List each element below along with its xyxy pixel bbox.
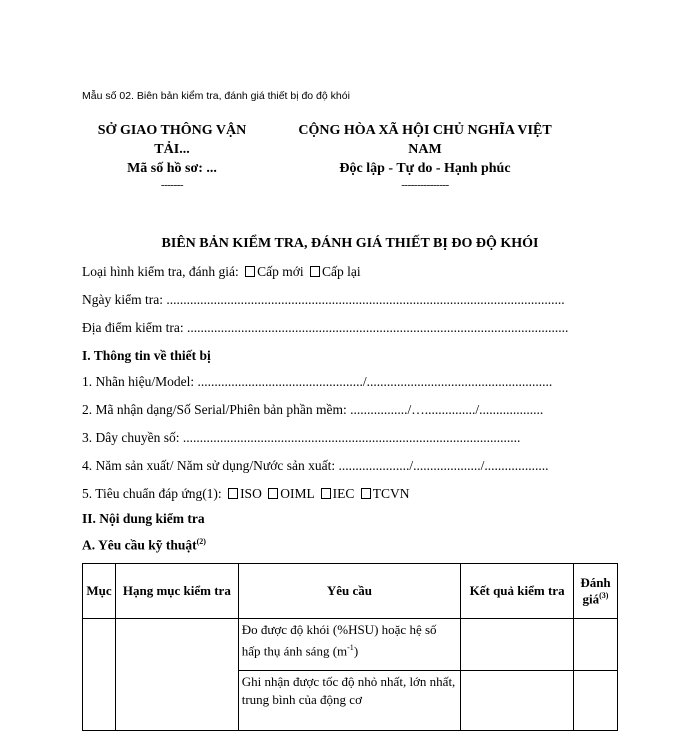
header-left-line1: SỞ GIAO THÔNG VẬN	[97, 123, 247, 138]
requirement-1-text: Đo được độ khói (%HSU) hoặc hệ số hấp thụ ánh sáng (m	[241, 622, 437, 659]
header-danh-gia	[573, 564, 617, 619]
document-title: BIÊN BẢN KIỂM TRA, ĐÁNH GIÁ THIẾT BỊ ĐO ĐỘ KHÓI	[161, 236, 539, 251]
table-header-row	[83, 564, 618, 619]
header-right-rule: ---------------	[401, 179, 449, 191]
option-iso-label: ISO	[240, 486, 262, 501]
header-muc: Mục	[83, 564, 116, 619]
date-line: Ngày kiểm tra: ......................................................................................................................	[82, 292, 565, 307]
technical-requirements-table	[82, 563, 618, 731]
header-left-line3: Mã số hồ sơ: ...	[127, 161, 217, 176]
item-5-label: 5. Tiêu chuẩn đáp ứng(1):	[82, 486, 222, 501]
requirement-1-end: )	[353, 643, 359, 659]
item-2-line: 2. Mã nhận dạng/Số Serial/Phiên bản phần mềm: ................./….............../...................	[82, 402, 544, 417]
checkbox-renew[interactable]	[310, 266, 320, 277]
header-right-line2: NAM	[408, 142, 442, 157]
item-4-line: 4. Năm sản xuất/ Năm sử dụng/Nước sản xuất: ...................../..................../...................	[82, 458, 549, 473]
checkbox-new[interactable]	[245, 266, 255, 277]
section-a-label: A. Yêu cầu kỹ thuật	[82, 537, 197, 553]
section-2-heading: II. Nội dung kiểm tra	[82, 511, 205, 526]
header-left-block	[82, 121, 262, 192]
cell-evaluation-2[interactable]	[573, 671, 617, 731]
table-row	[83, 619, 618, 671]
header-left-line2: TẢI...	[154, 142, 190, 157]
cell-muc[interactable]	[83, 619, 116, 731]
header-right-line3: Độc lập - Tự do - Hạnh phúc	[339, 161, 511, 176]
item-5-line	[82, 486, 409, 502]
option-iec-label: IEC	[332, 486, 355, 501]
checkbox-tcvn[interactable]	[361, 488, 371, 499]
header-danh-gia-label: Đánh giá	[580, 574, 611, 607]
option-oiml-label: OIML	[280, 486, 315, 501]
section-a-heading	[82, 537, 206, 554]
header-yeu-cau: Yêu cầu	[238, 564, 461, 619]
cell-requirement-2: Ghi nhận được tốc độ nhỏ nhất, lớn nhất, trung bình của động cơ	[238, 671, 461, 731]
item-3-line: 3. Dây chuyền số: ....................................................................................................	[82, 430, 521, 445]
place-line: Địa điểm kiểm tra: .................................................................................................................	[82, 320, 569, 335]
header-right-block	[280, 121, 570, 192]
option-new-label: Cấp mới	[257, 264, 304, 279]
header-ket-qua: Kết quả kiểm tra	[461, 564, 574, 619]
item-1-line: 1. Nhãn hiệu/Model: ................................................./.......................................................	[82, 374, 553, 389]
checkbox-iec[interactable]	[321, 488, 331, 499]
option-renew-label: Cấp lại	[321, 264, 361, 279]
checkbox-oiml[interactable]	[268, 488, 278, 499]
cell-result-2[interactable]	[461, 671, 574, 731]
cell-hang-muc[interactable]	[115, 619, 238, 731]
cell-evaluation-1[interactable]	[573, 619, 617, 671]
inspection-type-line	[82, 264, 361, 280]
section-1-heading: I. Thông tin về thiết bị	[82, 348, 211, 363]
header-danh-gia-note: (3)	[599, 590, 609, 600]
section-a-note: (2)	[196, 537, 206, 546]
header-right-line1: CỘNG HÒA XÃ HỘI CHỦ NGHĨA VIỆT	[298, 123, 552, 138]
header-left-rule: -------	[160, 179, 184, 191]
option-tcvn-label: TCVN	[372, 486, 410, 501]
form-id: Mẫu số 02. Biên bản kiểm tra, đánh giá thiết bị đo độ khói	[82, 90, 350, 102]
cell-requirement-1	[238, 619, 461, 671]
inspection-type-label: Loại hình kiểm tra, đánh giá:	[82, 264, 239, 279]
requirement-1-sup: -1	[347, 643, 354, 652]
header-hang-muc: Hạng mục kiểm tra	[115, 564, 238, 619]
checkbox-iso[interactable]	[228, 488, 238, 499]
cell-result-1[interactable]	[461, 619, 574, 671]
